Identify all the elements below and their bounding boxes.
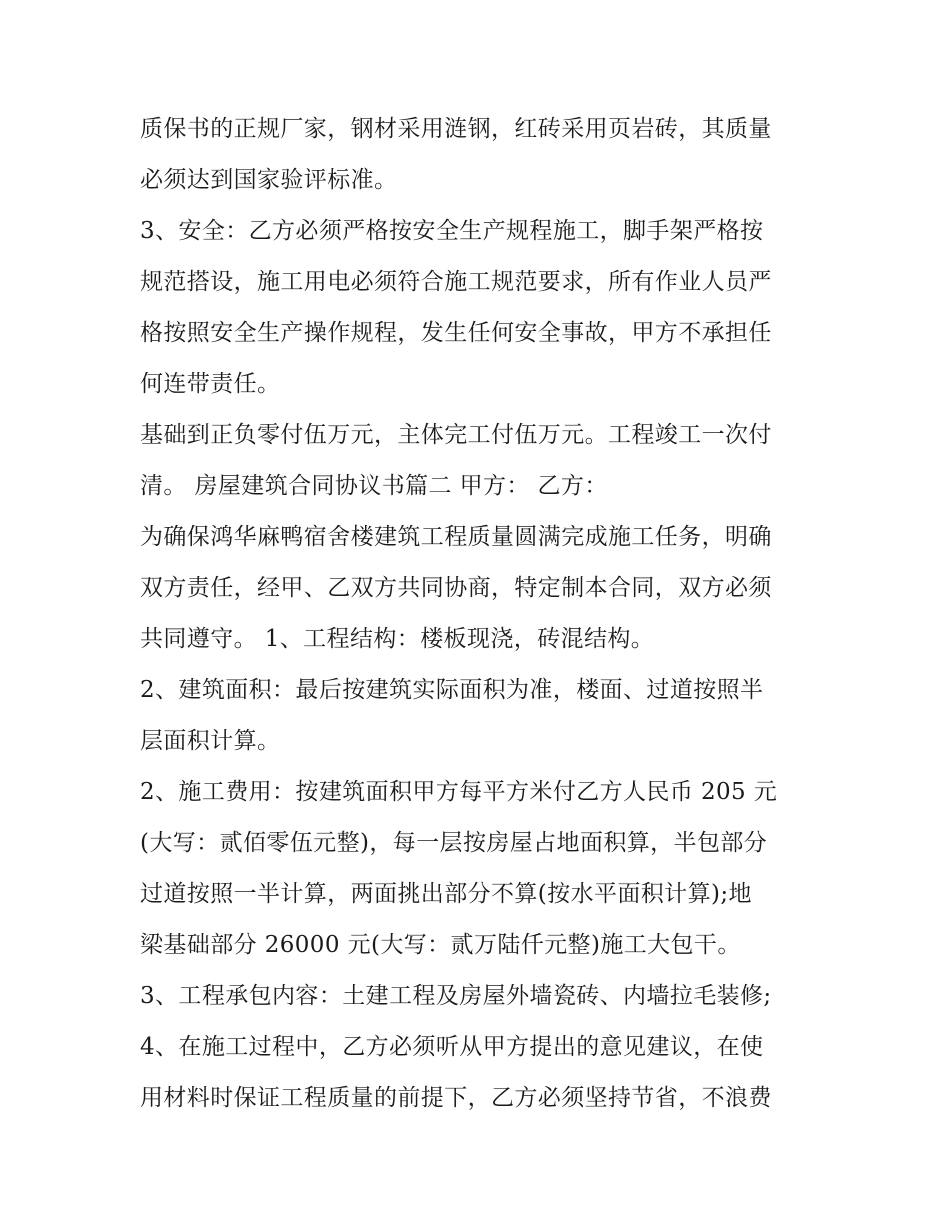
text-line: 双方责任，经甲、乙双方共同协商，特定制本合同，双方必须: [140, 575, 772, 601]
text-line: 4、在施工过程中，乙方必须听从甲方提出的意见建议，在使: [140, 1034, 764, 1060]
text-line: 梁基础部分 26000 元(大写：贰万陆仟元整)施工大包干。: [140, 932, 741, 958]
text-line: (大写：贰佰零伍元整)，每一层按房屋占地面积算，半包部分: [140, 830, 768, 856]
text-line: 质保书的正规厂家，钢材采用涟钢，红砖采用页岩砖，其质量: [140, 116, 772, 142]
text-line: 基础到正负零付伍万元，主体完工付伍万元。工程竣工一次付: [140, 422, 772, 448]
text-line: 何连带责任。: [140, 371, 281, 397]
text-line: 层面积计算。: [140, 728, 281, 754]
text-line: 清。 房屋建筑合同协议书篇二 甲方： 乙方：: [140, 473, 608, 499]
text-line: 为确保鸿华麻鸭宿舍楼建筑工程质量圆满完成施工任务，明确: [140, 524, 772, 550]
text-line: 3、安全：乙方必须严格按安全生产规程施工，脚手架严格按: [140, 218, 764, 244]
text-line: 3、工程承包内容：土建工程及房屋外墙瓷砖、内墙拉毛装修;: [140, 983, 772, 1009]
text-line: 2、施工费用：按建筑面积甲方每平方米付乙方人民币 205 元: [140, 779, 778, 805]
text-line: 格按照安全生产操作规程，发生任何安全事故，甲方不承担任: [140, 320, 772, 346]
text-line: 过道按照一半计算，两面挑出部分不算(按水平面积计算);地: [140, 881, 752, 907]
text-line: 用材料时保证工程质量的前提下，乙方必须坚持节省，不浪费: [140, 1085, 772, 1111]
document-body: [140, 104, 820, 1124]
text-line: 2、建筑面积：最后按建筑实际面积为准，楼面、过道按照半: [140, 677, 764, 703]
text-line: 共同遵守。 1、工程结构：楼板现浇，砖混结构。: [140, 626, 655, 652]
text-line: 必须达到国家验评标准。: [140, 167, 398, 193]
text-line: 规范搭设，施工用电必须符合施工规范要求，所有作业人员严: [140, 269, 772, 295]
